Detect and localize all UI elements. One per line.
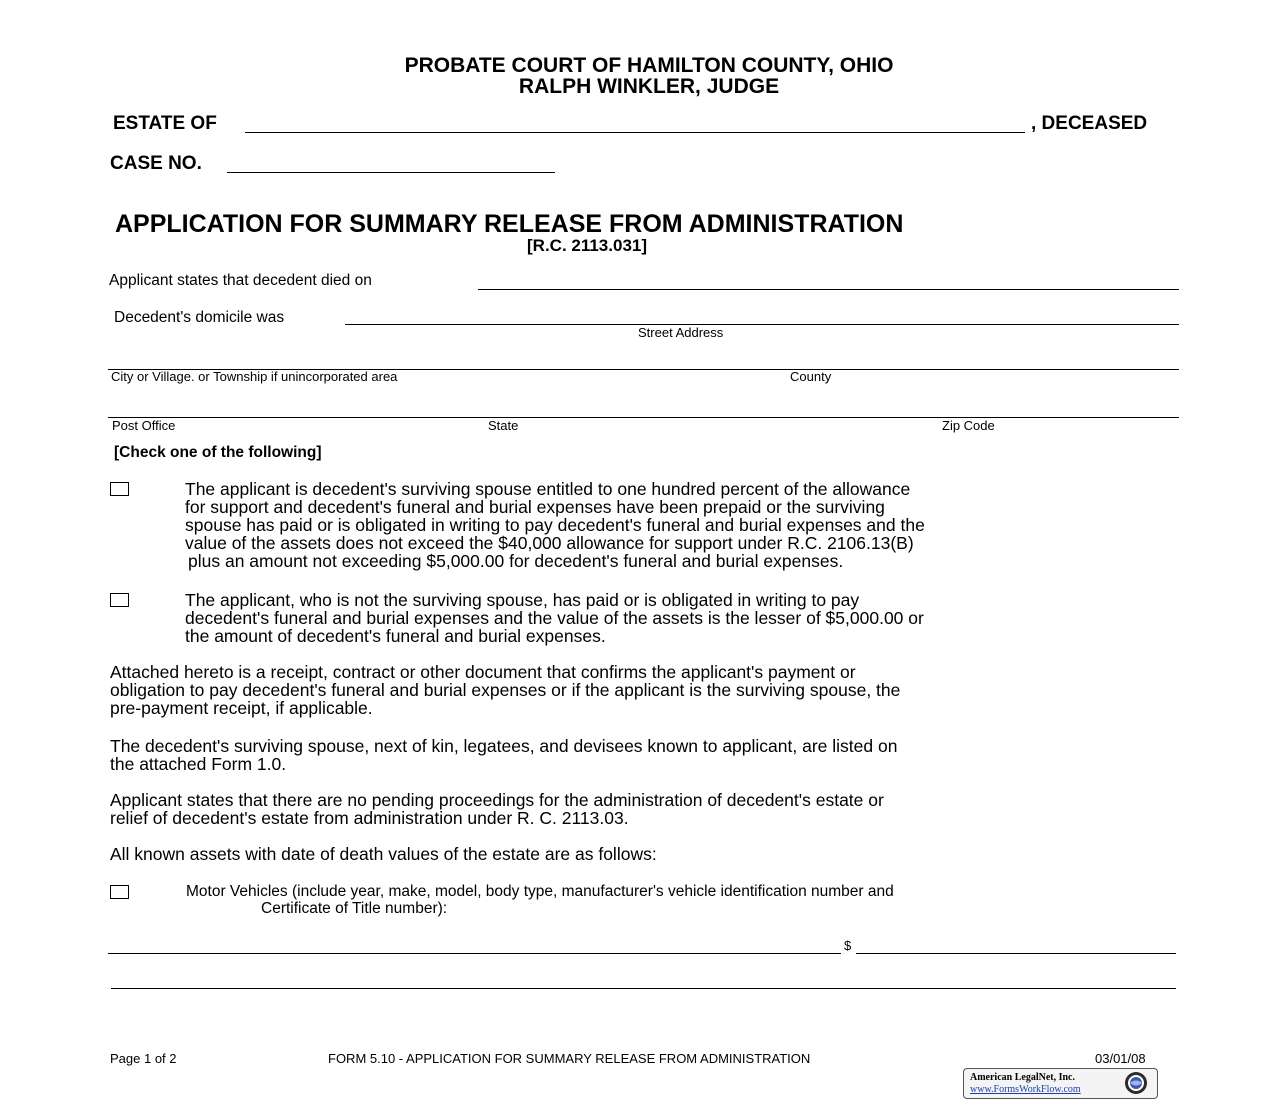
motor-vehicle-description-field[interactable] [108,953,841,954]
option-line: plus an amount not exceeding $5,000.00 for decedent's funeral and burial expenses. [188,551,844,571]
surviving-spouse-checkbox[interactable] [110,482,129,496]
death-date-field[interactable] [478,289,1179,290]
motor-vehicles-label-cont: Certificate of Title number): [261,900,448,917]
statute-reference: [R.C. 2113.031] [527,236,648,255]
page-number: Page 1 of 2 [110,1051,177,1066]
deceased-label: , DECEASED [1031,113,1148,134]
american-legalnet-logo[interactable] [963,1068,1158,1099]
domicile-label: Decedent's domicile was [114,309,285,326]
option-line: for support and decedent's funeral and burial expenses have been prepaid or the surviving [185,497,885,517]
footer-form-name: FORM 5.10 - APPLICATION FOR SUMMARY RELEASE FROM ADMINISTRATION [328,1051,811,1066]
paragraph-line: obligation to pay decedent's funeral and burial expenses or if the applicant is the surviving spouse, the [110,680,901,700]
post-office-caption: Post Office [112,418,176,433]
receipt-paragraph [110,663,900,717]
paragraph-line: the attached Form 1.0. [110,754,287,774]
option-line: value of the assets does not exceed the $40,000 allowance for support under R.C. 2106.13(B) [185,533,914,553]
motor-vehicles-checkbox[interactable] [110,885,129,899]
post-office-state-zip-field[interactable] [108,417,1179,418]
non-spouse-checkbox[interactable] [110,593,129,607]
county-caption: County [790,369,832,384]
paragraph-line: Applicant states that there are no pending proceedings for the administration of decedent's estate or [110,790,884,810]
paragraph-line: The decedent's surviving spouse, next of kin, legatees, and devisees known to applicant, are listed on [110,736,898,756]
option-line: The applicant is decedent's surviving spouse entitled to one hundred percent of the allowance [185,479,911,499]
death-date-label: Applicant states that decedent died on [109,272,372,289]
paragraph-line: All known assets with date of death values of the estate are as follows: [110,844,657,864]
footer-date: 03/01/08 [1095,1051,1146,1066]
estate-label: ESTATE OF [113,113,217,134]
next-of-kin-paragraph [110,737,897,773]
surviving-spouse-option-text [185,480,925,570]
option-line: the amount of decedent's funeral and burial expenses. [185,626,606,646]
judge-name: RALPH WINKLER, JUDGE [518,75,780,98]
paragraph-line: Attached hereto is a receipt, contract or other document that confirms the applicant's payment or [110,662,856,682]
city-caption: City or Village. or Township if unincorporated area [111,369,398,384]
motor-vehicle-extra-line[interactable] [111,988,1176,989]
street-address-caption: Street Address [638,325,724,340]
court-name: PROBATE COURT OF HAMILTON COUNTY, OHIO [404,54,894,77]
paragraph-line: pre-payment receipt, if applicable. [110,698,373,718]
form-title: APPLICATION FOR SUMMARY RELEASE FROM ADMINISTRATION [115,210,904,238]
option-line: spouse has paid or is obligated in writing to pay decedent's funeral and burial expenses and the [185,515,925,535]
check-instruction: [Check one of the following] [114,444,322,461]
option-line: The applicant, who is not the surviving spouse, has paid or is obligated in writing to pay [185,590,860,610]
option-line: decedent's funeral and burial expenses and the value of the assets is the lesser of $5,000.00 or [185,608,924,628]
case-number-label: CASE NO. [110,153,202,174]
pending-proceedings-paragraph [110,791,884,827]
street-address-field[interactable] [345,324,1179,325]
state-caption: State [488,418,519,433]
currency-symbol: $ [844,938,852,953]
motor-vehicles-label: Motor Vehicles (include year, make, model, body type, manufacturer's vehicle identification number and [186,883,894,900]
assets-intro-paragraph [110,845,657,863]
case-number-field[interactable] [227,172,555,173]
paragraph-line: relief of decedent's estate from administration under R. C. 2113.03. [110,808,629,828]
globe-icon [1119,1070,1153,1096]
logo-url-link[interactable]: www.FormsWorkFlow.com [970,1084,1081,1095]
estate-name-field[interactable] [245,132,1025,133]
logo-company-name: American LegalNet, Inc. [970,1072,1075,1083]
non-spouse-option-text [185,591,924,645]
motor-vehicle-value-field[interactable] [856,953,1176,954]
zip-code-caption: Zip Code [942,418,995,433]
